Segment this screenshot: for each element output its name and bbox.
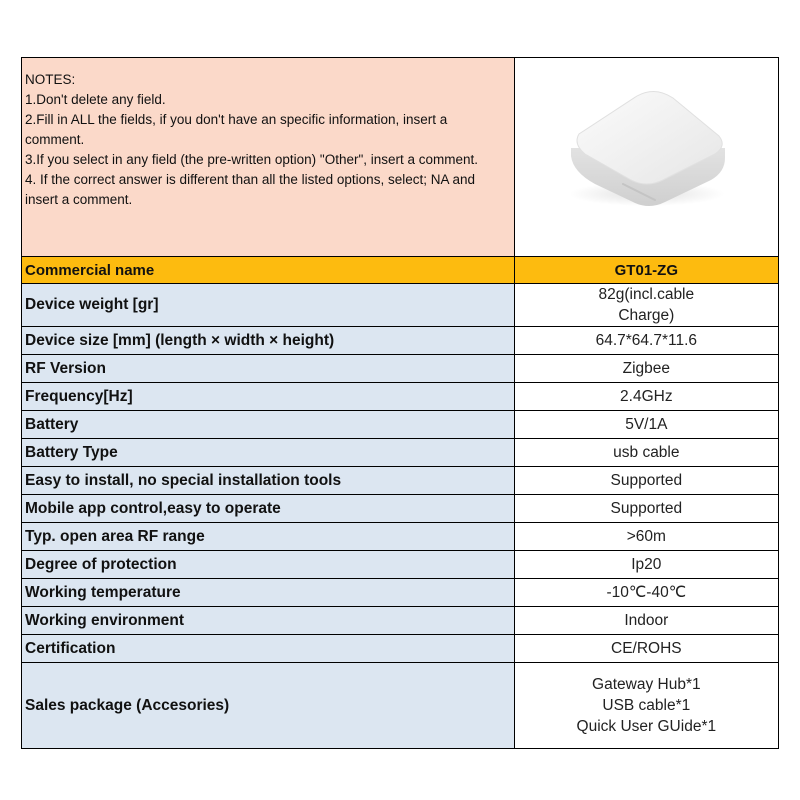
spec-value: Indoor bbox=[514, 607, 778, 635]
spec-label: Device weight [gr] bbox=[22, 284, 515, 327]
spec-row bbox=[22, 607, 779, 635]
spec-value: Zigbee bbox=[514, 355, 778, 383]
spec-label: RF Version bbox=[22, 355, 515, 383]
spec-row bbox=[22, 523, 779, 551]
spec-value: Supported bbox=[514, 467, 778, 495]
spec-label: Frequency[Hz] bbox=[22, 383, 515, 411]
commercial-name-row bbox=[22, 257, 779, 284]
spec-label: Battery bbox=[22, 411, 515, 439]
spec-row bbox=[22, 355, 779, 383]
spec-value: usb cable bbox=[514, 439, 778, 467]
commercial-name-value: GT01-ZG bbox=[514, 257, 778, 284]
value-line: Gateway Hub*1 bbox=[592, 676, 701, 693]
spec-value: -10℃-40℃ bbox=[514, 579, 778, 607]
spec-value: 2.4GHz bbox=[514, 383, 778, 411]
spec-label: Device size [mm] (length × width × height) bbox=[22, 327, 515, 355]
spec-label: Sales package (Accesories) bbox=[22, 663, 515, 749]
spec-row bbox=[22, 663, 779, 749]
spec-label: Working environment bbox=[22, 607, 515, 635]
spec-label: Degree of protection bbox=[22, 551, 515, 579]
value-line: Quick User GUide*1 bbox=[576, 718, 717, 735]
gateway-hub-device-icon bbox=[515, 64, 779, 250]
spec-row bbox=[22, 551, 779, 579]
spec-row bbox=[22, 467, 779, 495]
spec-label: Working temperature bbox=[22, 579, 515, 607]
value-line: USB cable*1 bbox=[602, 697, 691, 714]
spec-row bbox=[22, 411, 779, 439]
note-line: 4. If the correct answer is different than all the listed options, select; NA and insert a comment. bbox=[25, 172, 475, 207]
spec-value: CE/ROHS bbox=[514, 635, 778, 663]
spec-value: Ip20 bbox=[514, 551, 778, 579]
spec-value bbox=[514, 284, 778, 327]
value-line: 82g(incl.cable bbox=[598, 286, 695, 303]
product-image-cell bbox=[514, 58, 778, 257]
value-line: Charge) bbox=[618, 307, 675, 324]
note-line: 1.Don't delete any field. bbox=[25, 92, 166, 107]
spec-row bbox=[22, 383, 779, 411]
spec-value bbox=[514, 663, 778, 749]
notes-row bbox=[22, 58, 779, 257]
notes-cell bbox=[22, 58, 515, 257]
spec-row bbox=[22, 635, 779, 663]
spec-row bbox=[22, 439, 779, 467]
spec-sheet bbox=[21, 57, 779, 749]
note-line: 3.If you select in any field (the pre-written option) "Other", insert a comment. bbox=[25, 152, 479, 167]
notes-title: NOTES: bbox=[25, 72, 76, 87]
spec-label: Easy to install, no special installation tools bbox=[22, 467, 515, 495]
spec-label: Battery Type bbox=[22, 439, 515, 467]
spec-label: Typ. open area RF range bbox=[22, 523, 515, 551]
spec-value: >60m bbox=[514, 523, 778, 551]
spec-row bbox=[22, 327, 779, 355]
spec-row bbox=[22, 579, 779, 607]
note-line: 2.Fill in ALL the fields, if you don't have an specific information, insert a comment. bbox=[25, 112, 448, 147]
spec-value: 64.7*64.7*11.6 bbox=[514, 327, 778, 355]
spec-row bbox=[22, 495, 779, 523]
spec-row bbox=[22, 284, 779, 327]
commercial-name-label: Commercial name bbox=[22, 257, 515, 284]
spec-label: Mobile app control,easy to operate bbox=[22, 495, 515, 523]
spec-value: 5V/1A bbox=[514, 411, 778, 439]
spec-value: Supported bbox=[514, 495, 778, 523]
spec-label: Certification bbox=[22, 635, 515, 663]
